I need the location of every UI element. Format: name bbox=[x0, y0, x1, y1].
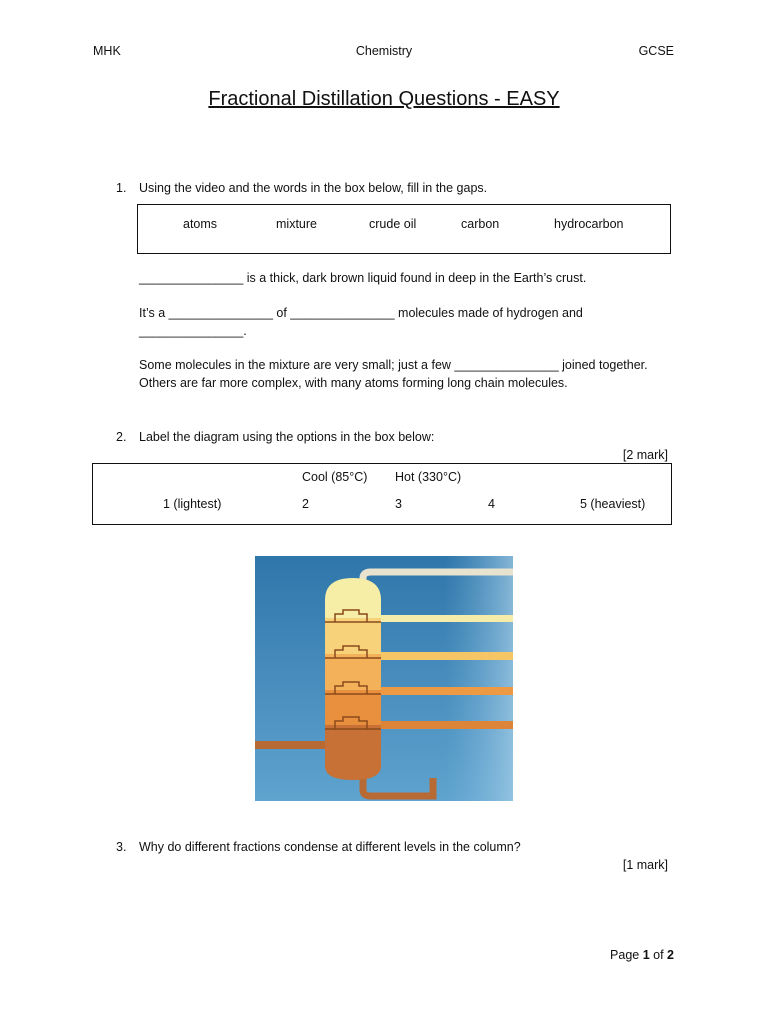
q1-sentence-3b: Others are far more complex, with many atoms forming long chain molecules. bbox=[139, 376, 568, 390]
option-4: 4 bbox=[488, 497, 495, 511]
inlet-pipe bbox=[255, 741, 327, 749]
outlet-pipe-4 bbox=[381, 721, 513, 729]
word-carbon: carbon bbox=[461, 217, 500, 231]
q3-text: Why do different fractions condense at different levels in the column? bbox=[139, 840, 521, 854]
word-hydrocarbon: hydrocarbon bbox=[554, 217, 624, 231]
outlet-pipe-2 bbox=[381, 652, 513, 660]
option-hot: Hot (330°C) bbox=[395, 470, 462, 484]
option-3: 3 bbox=[395, 497, 402, 511]
q1-sentence-1: _______________ is a thick, dark brown liquid found in deep in the Earth’s crust. bbox=[139, 271, 587, 285]
word-mixture: mixture bbox=[276, 217, 317, 231]
page-current: 1 bbox=[642, 948, 650, 962]
column-base bbox=[325, 725, 381, 780]
q1-number: 1. bbox=[116, 181, 127, 195]
outlet-pipe-3 bbox=[381, 687, 513, 695]
q1-sentence-2a: It’s a _______________ of _______________ molecules made of hydrogen and bbox=[139, 306, 583, 320]
header-right: GCSE bbox=[638, 44, 674, 58]
word-crude-oil: crude oil bbox=[369, 217, 417, 231]
options-box bbox=[92, 463, 672, 525]
page-prefix: Page bbox=[610, 948, 643, 962]
column-section-2 bbox=[325, 618, 381, 654]
page-of: of bbox=[649, 948, 668, 962]
word-box bbox=[137, 204, 671, 254]
q3-mark: [1 mark] bbox=[622, 858, 668, 872]
word-atoms: atoms bbox=[183, 217, 218, 231]
option-cool: Cool (85°C) bbox=[302, 470, 368, 484]
q1-text: Using the video and the words in the box below, fill in the gaps. bbox=[139, 181, 488, 195]
q1-sentence-2b: _______________. bbox=[139, 324, 247, 338]
q2-number: 2. bbox=[116, 430, 127, 444]
page-total: 2 bbox=[667, 948, 674, 962]
column-top bbox=[325, 578, 381, 618]
q3-number: 3. bbox=[116, 840, 127, 854]
column-section-3 bbox=[325, 654, 381, 690]
q1-sentence-3a: Some molecules in the mixture are very small; just a few _______________ joined together. bbox=[139, 358, 648, 372]
outlet-pipe-1 bbox=[381, 615, 513, 622]
fractionating-column-diagram bbox=[255, 556, 513, 801]
option-5: 5 (heaviest) bbox=[580, 497, 646, 511]
column-section-4 bbox=[325, 690, 381, 725]
header-center: Chemistry bbox=[355, 44, 413, 58]
page-number bbox=[610, 948, 674, 962]
option-2: 2 bbox=[302, 497, 309, 511]
q2-mark: [2 mark] bbox=[622, 448, 668, 462]
page-title: Fractional Distillation Questions - EASY bbox=[208, 88, 560, 110]
q2-text: Label the diagram using the options in the box below: bbox=[139, 430, 435, 444]
header-left: MHK bbox=[93, 44, 121, 58]
option-1: 1 (lightest) bbox=[163, 497, 222, 511]
diagram-haze bbox=[445, 556, 513, 801]
